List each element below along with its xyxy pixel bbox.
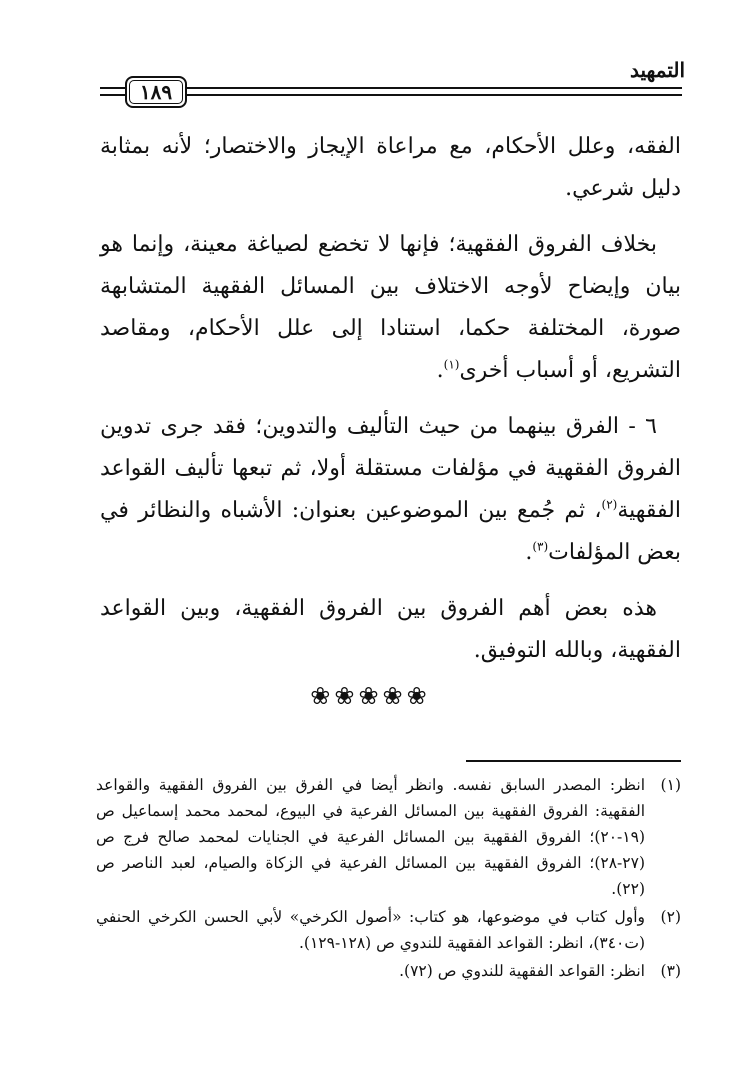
- footnote-reference[interactable]: (٣): [532, 539, 549, 554]
- header-rule-top: [100, 87, 682, 89]
- footnote-text: وأول كتاب في موضوعها، هو كتاب: «أصول الكرخي» لأبي الحسن الكرخي الحنفي (ت٣٤٠)، انظر: القواعد الفقهية للندوي ص (١٢٨-١٢٩).: [96, 908, 645, 952]
- footnotes: [96, 772, 681, 986]
- paragraph: [100, 588, 681, 672]
- paragraph-text: هذه بعض أهم الفروق بين الفروق الفقهية، وبين القواعد الفقهية، وبالله التوفيق.: [100, 596, 681, 663]
- paragraph: [100, 224, 681, 392]
- footnote: [96, 772, 681, 902]
- section-end-ornament: ❀❀❀❀❀: [310, 682, 431, 710]
- footnote: [96, 904, 681, 956]
- footnote-text: انظر: القواعد الفقهية للندوي ص (٧٢).: [399, 962, 645, 980]
- paragraph-end: .: [436, 358, 444, 383]
- page-number-frame: [125, 76, 187, 108]
- page-number: ١٨٩: [139, 80, 173, 104]
- paragraph: [100, 406, 681, 574]
- paragraph-text: الفقه، وعلل الأحكام، مع مراعاة الإيجاز والاختصار؛ لأنه بمثابة دليل شرعي.: [100, 134, 681, 201]
- paragraph-text-continued: ، ثم جُمع بين الموضوعين بعنوان: الأشباه والنظائر في بعض المؤلفات: [100, 498, 681, 565]
- paragraph-text: ٦ - الفرق بينهما من حيث التأليف والتدوين؛ فقد جرى تدوين الفروق الفقهية في مؤلفات مستقلة أولا، ثم تبعها تأليف القواعد الفقهية: [100, 414, 681, 523]
- footnote-number: (١): [660, 776, 681, 794]
- footnote-number: (٢): [660, 908, 681, 926]
- paragraph-end: .: [525, 540, 533, 565]
- header-rule-bottom: [100, 94, 682, 96]
- footnote-separator: [466, 760, 681, 762]
- footnote-number: (٣): [660, 962, 681, 980]
- running-header-title: التمهيد: [630, 58, 685, 82]
- paragraph-text: بخلاف الفروق الفقهية؛ فإنها لا تخضع لصياغة معينة، وإنما هو بيان وإيضاح لأوجه الاختلاف بين المسائل الفقهية المتشابهة صورة، المختلفة حكما، استنادا إلى علل الأحكام، ومقاصد التشريع، أو أسباب أخرى: [100, 232, 681, 383]
- footnote-text: انظر: المصدر السابق نفسه. وانظر أيضا في الفرق بين الفروق الفقهية والقواعد الفقهية: الفروق الفقهية بين المسائل الفرعية في البيوع، لمحمد محمد إسماعيل ص (١٩-٢٠)؛ الفروق الفقهية بين المسائل الفرعية في الجنايات لمحمد صالح فرج ص (٢٧-٢٨)؛ الفروق الفقهية بين المسائل الفرعية في الزكاة والصيام، لعبد الناصر ص (٢٢).: [96, 776, 645, 898]
- footnote: [96, 958, 681, 984]
- footnote-reference[interactable]: (٢): [601, 497, 618, 512]
- paragraph: [100, 126, 681, 210]
- footnote-reference[interactable]: (١): [443, 357, 460, 372]
- main-text: [100, 126, 681, 686]
